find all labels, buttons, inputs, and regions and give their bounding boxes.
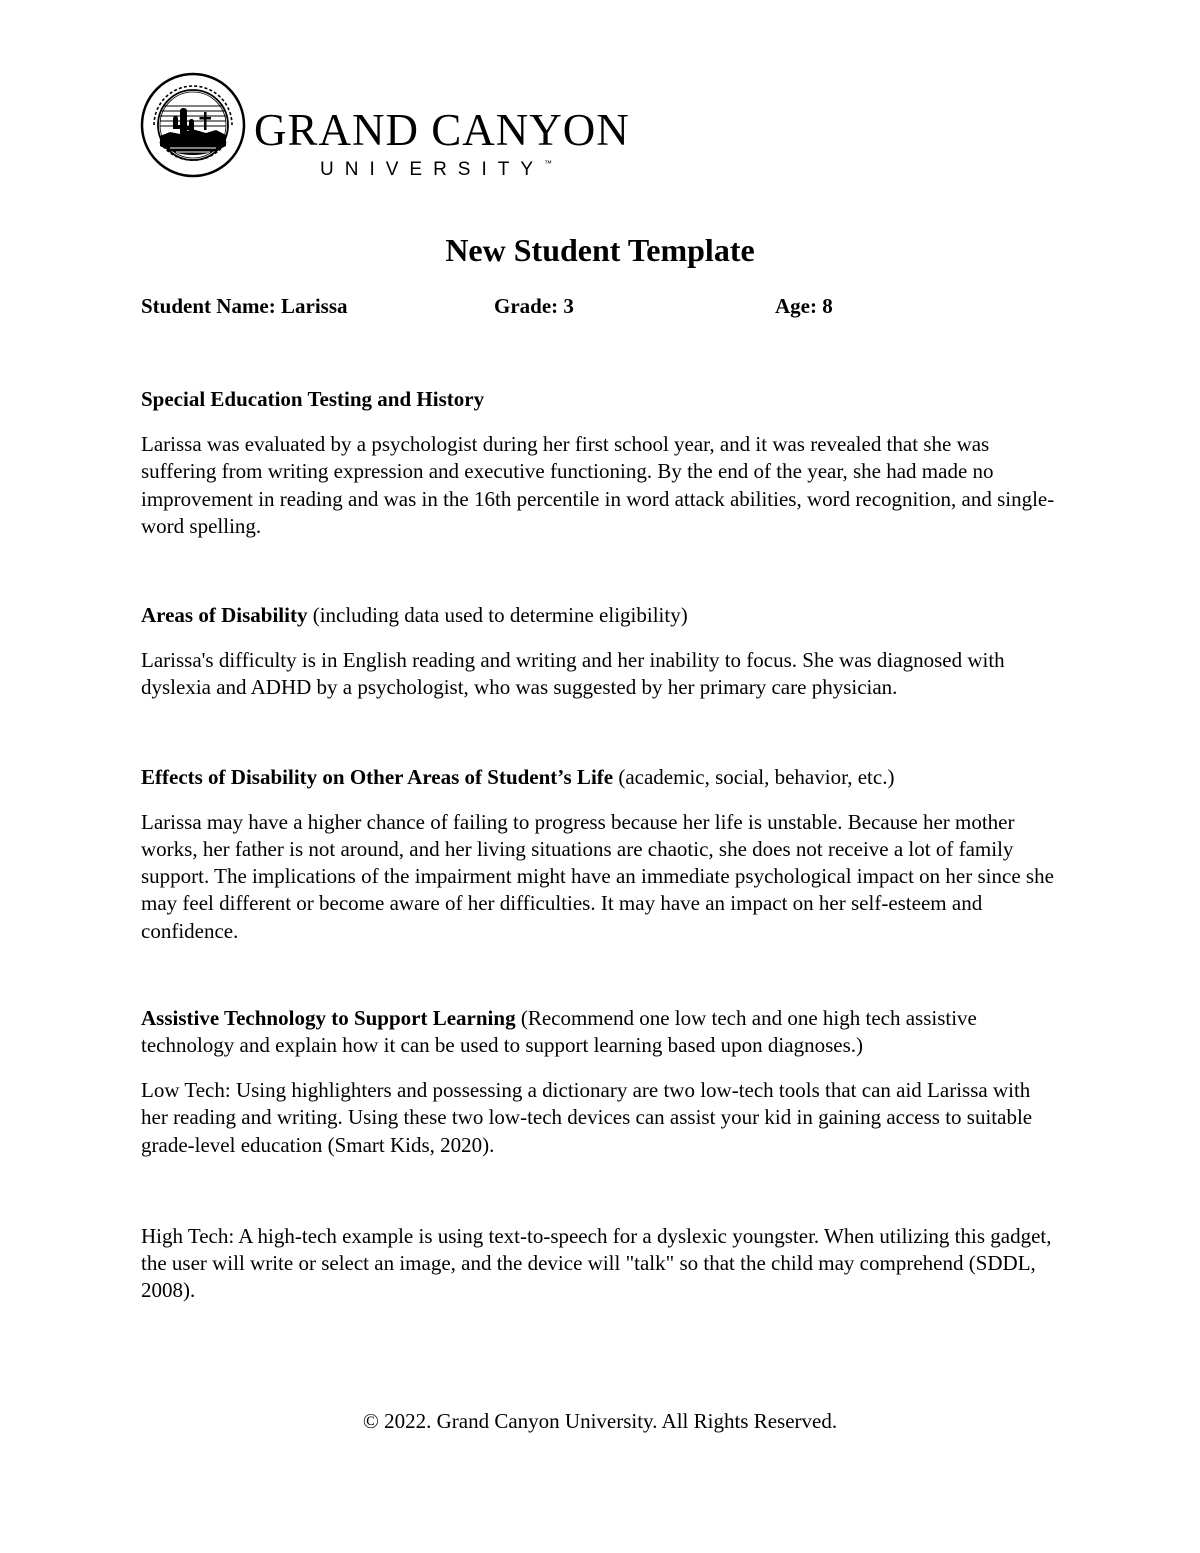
- age-value: 8: [822, 294, 833, 318]
- heading-note: (Recommend one low tech and one high tech assistive technology and explain how it can be used to support learning based upon diagnoses.): [141, 1005, 977, 1058]
- grade-label: Grade:: [494, 294, 559, 318]
- section-paragraph: Larissa's difficulty is in English reading and writing and her inability to focus. She was diagnosed with dyslexia and ADHD by a psychologist, who was suggested by her primary care physician.: [141, 648, 1005, 700]
- document-body: [141, 386, 1061, 1304]
- student-name-value: Larissa: [281, 294, 348, 318]
- subtitle-text: UNIVERSITY: [320, 159, 545, 180]
- university-seal-icon: [140, 72, 246, 178]
- section-areas-of-disability: [141, 602, 1061, 702]
- section-effects-of-disability: [141, 764, 1061, 945]
- age-field: [775, 294, 833, 319]
- trademark-symbol: ™: [544, 159, 553, 168]
- section-paragraph: Larissa was evaluated by a psychologist during her first school year, and it was revealed that she was suffering from writing expression and executive functioning. By the end of the year, she had made no improvement in reading and was in the 16th percentile in word attack abilities, word recognition, and single-word spelling.: [141, 432, 1055, 538]
- heading-bold-text: Areas of Disability: [141, 603, 308, 628]
- university-logo: [140, 72, 630, 180]
- grade-field: [494, 294, 574, 319]
- heading-note: (academic, social, behavior, etc.): [613, 764, 895, 789]
- heading-bold-text: Effects of Disability on Other Areas of Student’s Life: [141, 764, 614, 789]
- document-title: New Student Template: [445, 232, 755, 268]
- heading-note: (including data used to determine eligibility): [307, 603, 688, 628]
- section-paragraph: Larissa may have a higher chance of failing to progress because her life is unstable. Because her mother works, her father is not around, and her living situations are chaotic, she does not receive a lot of family support. The implications of the impairment might have an immediate psychological impact on her since she may feel different or become aware of her difficulties. It may have an impact on her self-esteem and confidence.: [141, 809, 1054, 943]
- university-wordmark: GRAND CANYON: [254, 105, 630, 155]
- age-label: Age:: [775, 294, 817, 318]
- grade-value: 3: [563, 294, 574, 318]
- student-name-label: Student Name:: [141, 294, 276, 318]
- section-heading: [141, 764, 1061, 791]
- copyright-footer: © 2022. Grand Canyon University. All Rights Reserved.: [362, 1409, 838, 1433]
- section-heading: [141, 1005, 1061, 1059]
- heading-bold-text: Special Education Testing and History: [141, 387, 485, 411]
- university-subtitle: [320, 160, 552, 179]
- section-heading: [141, 386, 1061, 413]
- student-name-field: [141, 294, 348, 319]
- low-tech-paragraph: Low Tech: Using highlighters and possessing a dictionary are two low-tech tools that can aid Larissa with her reading and writing. Using these two low-tech devices can assist your kid in gaining access to suitable grade-level education (Smart Kids, 2020).: [141, 1078, 1033, 1157]
- high-tech-paragraph: High Tech: A high-tech example is using text-to-speech for a dyslexic youngster. When utilizing this gadget, the user will write or select an image, and the device will "talk" so that the child may comprehend (SDDL, 2008).: [141, 1223, 1052, 1303]
- heading-bold-text: Assistive Technology to Support Learning: [141, 1005, 516, 1030]
- section-assistive-technology: [141, 1005, 1061, 1305]
- section-testing-history: [141, 386, 1061, 540]
- section-heading: [141, 602, 1061, 629]
- student-info-row: [141, 294, 1041, 320]
